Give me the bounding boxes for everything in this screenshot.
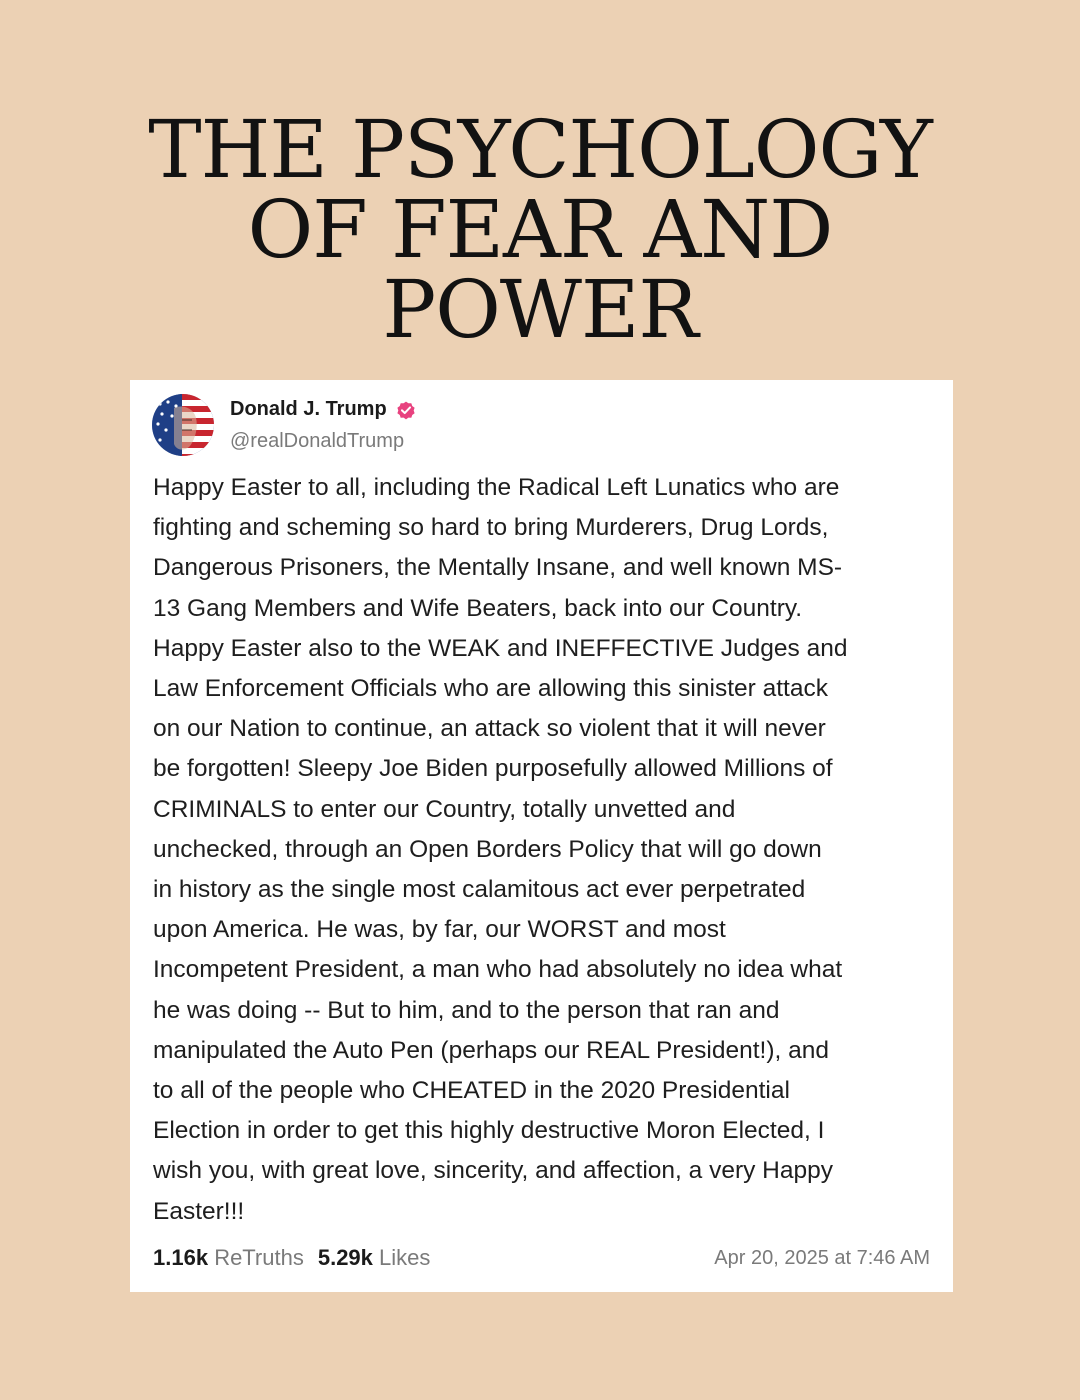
headline <box>0 103 1080 356</box>
author-name[interactable] <box>230 398 417 421</box>
retruths-label: ReTruths <box>214 1245 304 1270</box>
avatar[interactable] <box>152 394 214 456</box>
post-stats <box>153 1245 430 1271</box>
headline-line-3: POWER <box>382 263 698 356</box>
author-handle[interactable]: @realDonaldTrump <box>230 430 405 452</box>
author-name-text: Donald J. Trump <box>230 398 387 420</box>
post-card <box>130 380 953 1292</box>
retruths-stat[interactable] <box>153 1245 304 1270</box>
headline-line-2: OF FEAR AND <box>247 183 833 276</box>
verified-badge-icon <box>395 399 417 421</box>
post-timestamp[interactable]: Apr 20, 2025 at 7:46 AM <box>714 1247 930 1269</box>
likes-count: 5.29k <box>317 1245 373 1270</box>
likes-stat[interactable] <box>318 1245 431 1270</box>
retruths-count: 1.16k <box>153 1245 209 1270</box>
headline-line-1: THE PSYCHOLOGY <box>148 103 932 196</box>
flag-portrait-avatar-icon <box>152 394 214 456</box>
post-body: Happy Easter to all, including the Radical Left Lunatics who are fighting and scheming so hard to bring Murderers, Drug Lords, Dangerous Prisoners, the Mentally Insane, and well known MS- 13 Gang Members and Wife Beaters, back into our Country. Happy Easter also to the WEAK and INEFFECTIVE Judges and Law Enforcement Officials who are allowing this sinister attack on our Nation to continue, an attack so violent that it will never be forgotten! Sleepy Joe Biden purposefully allowed Millions of CRIMINALS to enter our Country, totally unvetted and unchecked, through an Open Borders Policy that will go down in history as the single most calamitous act ever perpetrated upon America. He was, by far, our WORST and most Incompetent President, a man who had absolutely no idea what he was doing -- But to him, and to the person that ran and manipulated the Auto Pen (perhaps our REAL President!), and to all of the people who CHEATED in the 2020 Presidential Election in order to get this highly destructive Moron Elected, I wish you, with great love, sincerity, and affection, a very Happy Easter!!! <box>153 474 848 1225</box>
likes-label: Likes <box>379 1245 431 1270</box>
